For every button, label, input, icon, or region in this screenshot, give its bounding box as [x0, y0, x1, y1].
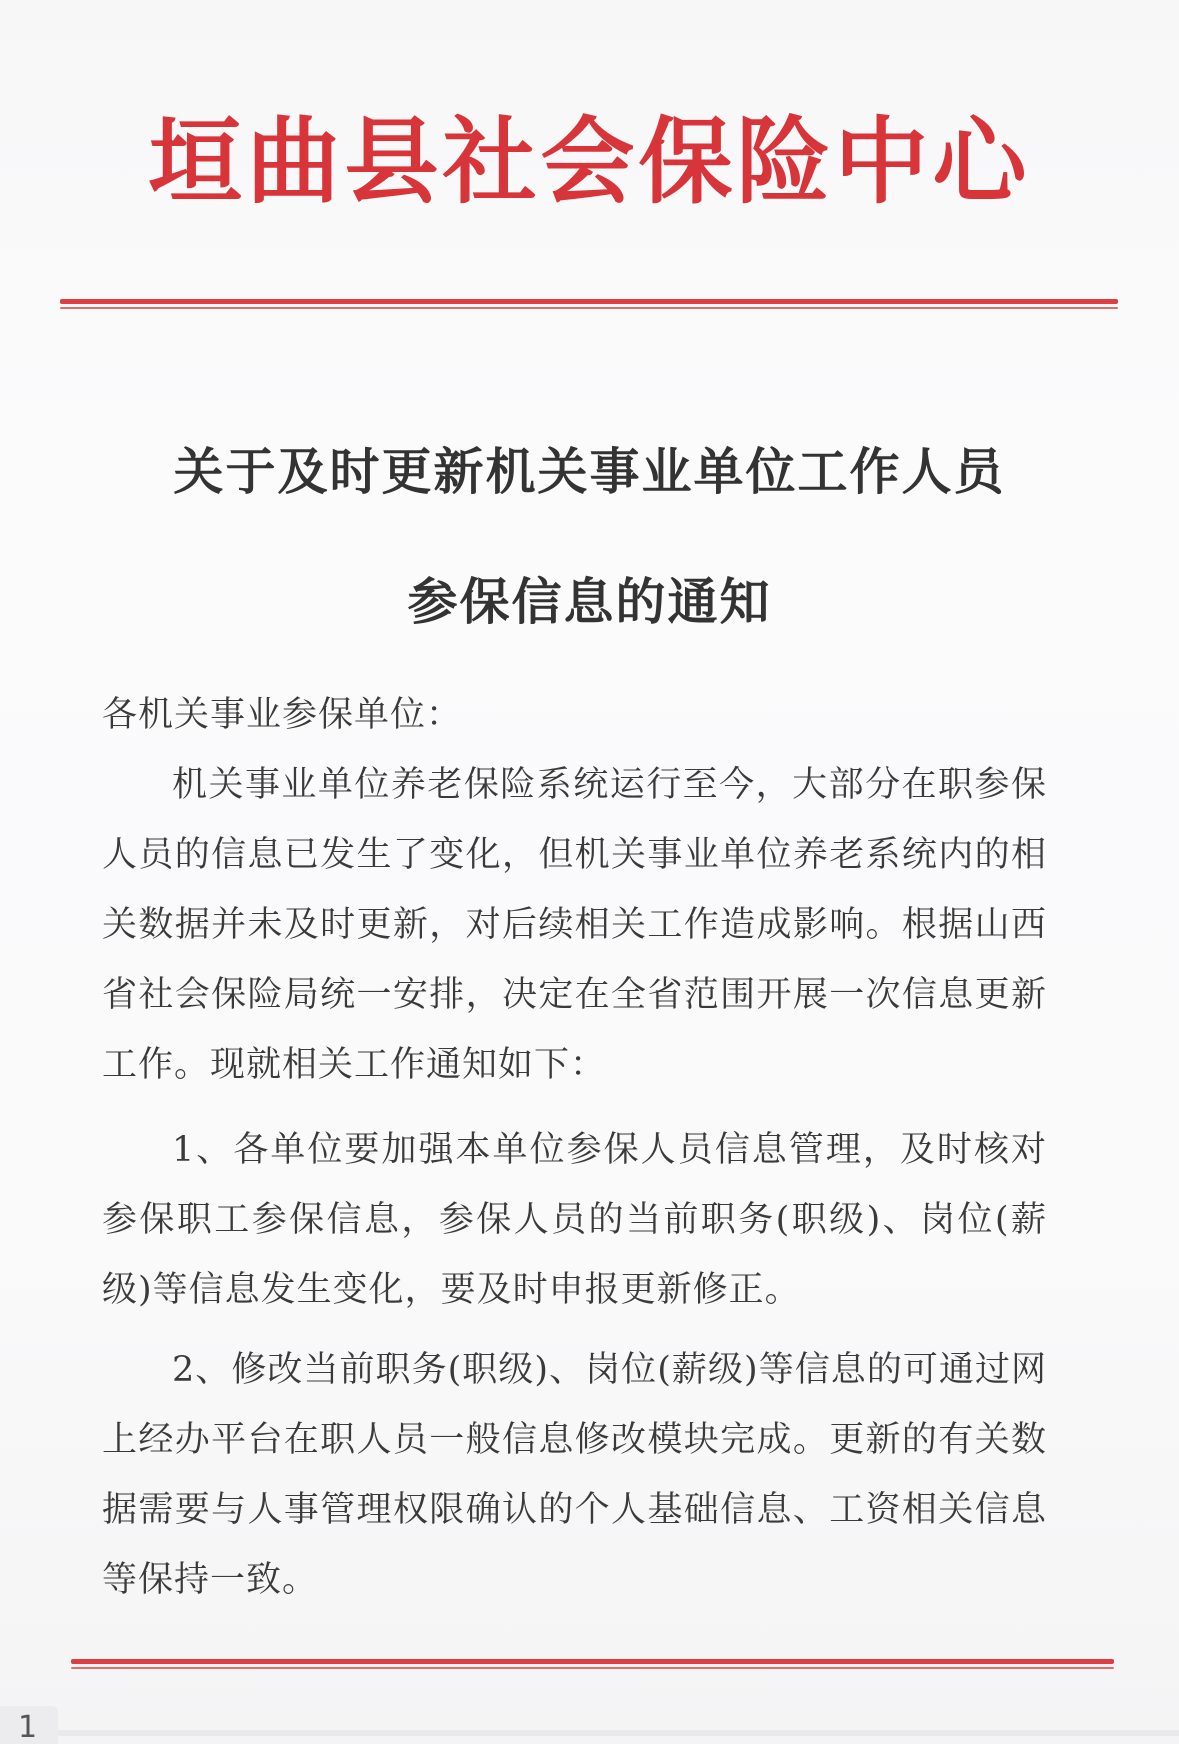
notice-title-line-2: 参保信息的通知 [407, 573, 772, 631]
footer-red-rule [71, 1659, 1114, 1664]
paragraph-item-1: 1、各单位要加强本单位参保人员信息管理，及时核对参保职工参保信息，参保人员的当前职务(职级)、岗位(薪级)等信息发生变化，要及时申报更新修正。 [102, 1130, 1047, 1310]
salutation: 各机关事业参保单位： [102, 695, 463, 735]
paragraph-intro: 机关事业单位养老保险系统运行至今，大部分在职参保人员的信息已发生了变化，但机关事业单位养老系统内的相关数据并未及时更新，对后续相关工作造成影响。根据山西省社会保险局统一安排，决定在全省范围开展一次信息更新工作。现就相关工作通知如下： [102, 765, 1047, 1085]
notice-title-line-1: 关于及时更新机关事业单位工作人员 [173, 443, 1006, 501]
masthead-red-rule-thin [60, 307, 1118, 309]
masthead-red-rule [60, 299, 1118, 304]
page-number-tab[interactable] [0, 1706, 58, 1744]
page-number-label: 1 [18, 1710, 38, 1744]
viewer-bottom-strip [58, 1730, 1179, 1736]
paragraph-item-2: 2、修改当前职务(职级)、岗位(薪级)等信息的可通过网上经办平台在职人员一般信息修改模块完成。更新的有关数据需要与人事管理权限确认的个人基础信息、工资相关信息等保持一致。 [102, 1350, 1047, 1600]
footer-red-rule-thin [71, 1667, 1114, 1669]
masthead-title: 垣曲县社会保险中心 [148, 108, 1031, 217]
